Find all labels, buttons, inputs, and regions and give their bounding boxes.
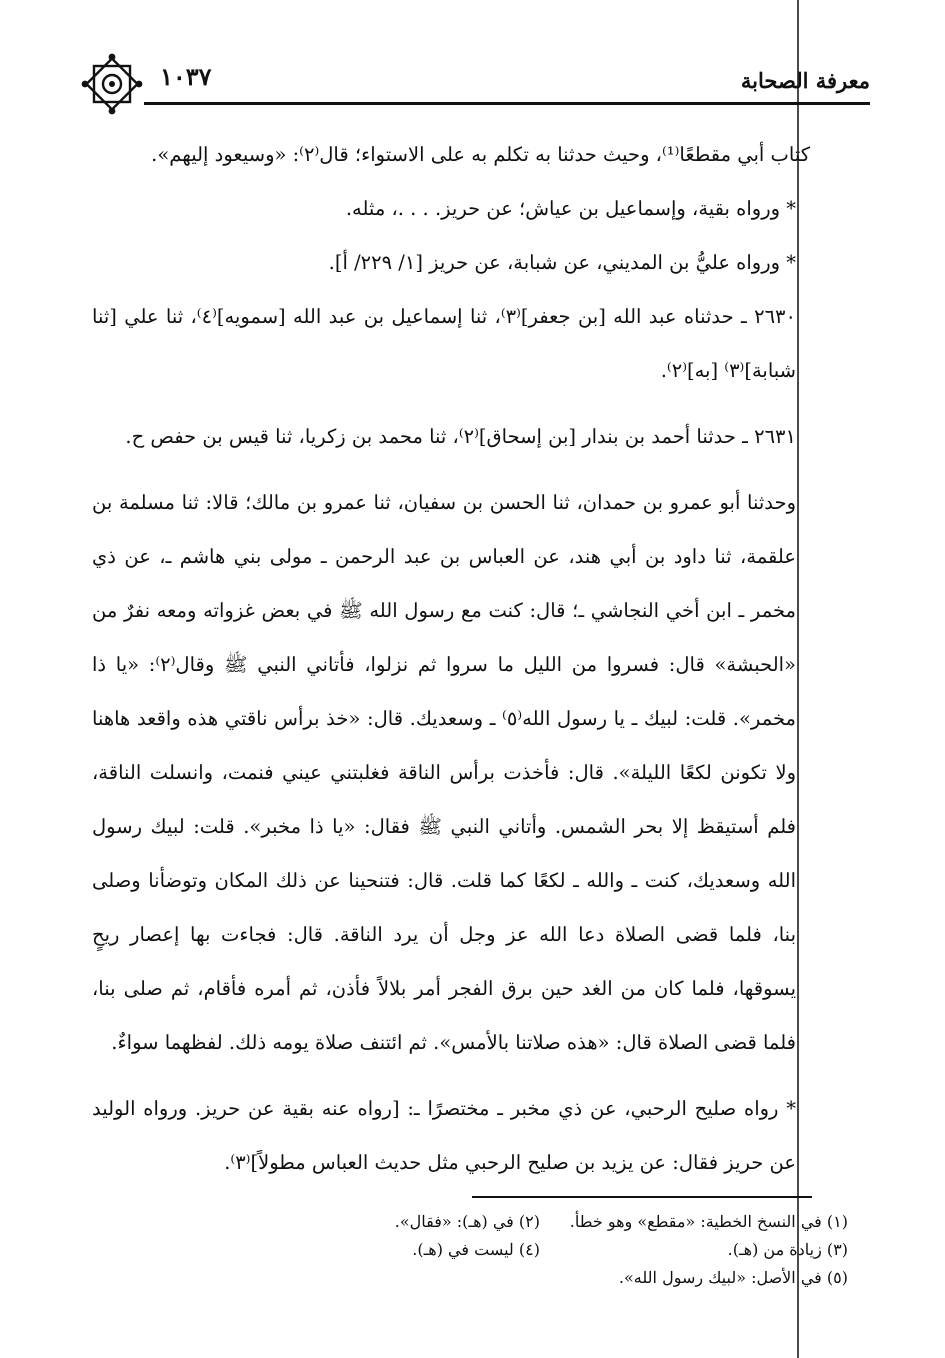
paragraph: ٢٦٣١ ـ حدثنا أحمد بن بندار [بن إسحاق]⁽٢⁾، ثنا محمد بن زكريا، ثنا قيس بن حفص ح. bbox=[125, 425, 796, 448]
ornament-icon bbox=[80, 52, 144, 116]
footnote-text: ليست في (هـ). bbox=[412, 1240, 514, 1259]
paragraph: كتاب أبي مقطعًا⁽¹⁾، وحيث حدثنا به تكلم به على الاستواء؛ قال⁽٢⁾: «وسيعود إليهم». bbox=[151, 143, 810, 166]
footnote-number: (١) bbox=[826, 1212, 848, 1231]
paragraph: ٢٦٣٠ ـ حدثناه عبد الله [بن جعفر]⁽٣⁾، ثنا إسماعيل بن عبد الله [سمويه]⁽٤⁾، ثنا علي [ثنا شبابة]⁽٣⁾ [به]⁽٢⁾. bbox=[92, 305, 796, 382]
page-number: ١٠٣٧ bbox=[160, 62, 212, 91]
footnote-text: زيادة من (هـ). bbox=[727, 1240, 822, 1259]
page-header bbox=[80, 58, 870, 118]
paragraph: وحدثنا أبو عمرو بن حمدان، ثنا الحسن بن سفيان، ثنا عمرو بن مالك؛ قالا: ثنا مسلمة بن علقمة، ثنا داود بن أبي هند، عن العباس بن عبد الرحمن ـ مولى بني هاشم ـ، عن ذي مخمر ـ ابن أخي النجاشي ـ؛ قال: كنت مع رسول الله ﷺ في بعض غزواته ومعه نفرٌ من «الحبشة» قال: فسروا من الليل ما سروا ثم نزلوا، فأتاني النبي ﷺ وقال⁽٢⁾: «يا ذا مخمر». قلت: لبيك ـ يا رسول الله⁽٥⁾ ـ وسعديك. قال: «خذ برأس ناقتي هذه واقعد هاهنا ولا تكونن لكعًا الليلة». قال: فأخذت برأس الناقة فغلبتني عيني فنمت، وانسلت الناقة، فلم أستيقظ إلا بحر الشمس. وأتاني النبي ﷺ فقال: «يا ذا مخبر». قلت: لبيك رسول الله وسعديك، كنت ـ والله ـ لكعًا كما قلت. قال: فتنحينا عن ذلك المكان وتوضأنا وصلى بنا، فلما قضى الصلاة دعا الله عز وجل أن يرد الناقة. قال: فجاءت بها إعصار ريحٍ يسوقها، فلما كان من الغد حين برق الفجر أمر بلالاً فأذن، ثم أمره فأقام، ثم صلى بنا، فلما قضى الصلاة قال: «هذه صلاتنا بالأمس». ثم ائتنف صلاة يومه ذلك. لفظهما سواءٌ. bbox=[92, 491, 796, 1054]
paragraph: * رواه صليح الرحبي، عن ذي مخبر ـ مختصرًا ـ: [رواه عنه بقية عن حريز. ورواه الوليد عن حريز فقال: عن يزيد بن صليح الرحبي مثل حديث العباس مطولاً]⁽٣⁾. bbox=[92, 1097, 796, 1174]
footnotes bbox=[180, 1208, 848, 1292]
footnote bbox=[570, 1208, 848, 1236]
paragraph: * ورواه عليُّ بن المديني، عن شبابة، عن حريز [١/ ٢٢٩/ أ]. bbox=[328, 251, 796, 274]
footnote-row bbox=[180, 1208, 848, 1236]
running-title: معرفة الصحابة bbox=[740, 68, 870, 93]
footnote bbox=[180, 1208, 540, 1236]
footnote bbox=[180, 1236, 540, 1264]
footnote-text: في النسخ الخطية: «مقطع» وهو خطأ. bbox=[569, 1212, 822, 1231]
footnote-row bbox=[180, 1264, 848, 1292]
footnote-number: (٣) bbox=[826, 1240, 848, 1259]
paragraph: * ورواه بقية، وإسماعيل بن عياش؛ عن حريز. . . .، مثله. bbox=[345, 197, 796, 220]
footnote-separator bbox=[472, 1196, 812, 1198]
footnote-text: في الأصل: «لبيك رسول الله». bbox=[618, 1268, 822, 1287]
footnote bbox=[619, 1264, 848, 1292]
header-rule bbox=[144, 102, 870, 105]
footnote-number: (٢) bbox=[518, 1212, 540, 1231]
footnote-number: (٤) bbox=[518, 1240, 540, 1259]
footnote bbox=[728, 1236, 848, 1264]
footnote-number: (٥) bbox=[826, 1268, 848, 1287]
footnote-text: في (هـ): «فقال». bbox=[394, 1212, 514, 1231]
main-text bbox=[92, 128, 810, 1190]
footnote-row bbox=[180, 1236, 848, 1264]
